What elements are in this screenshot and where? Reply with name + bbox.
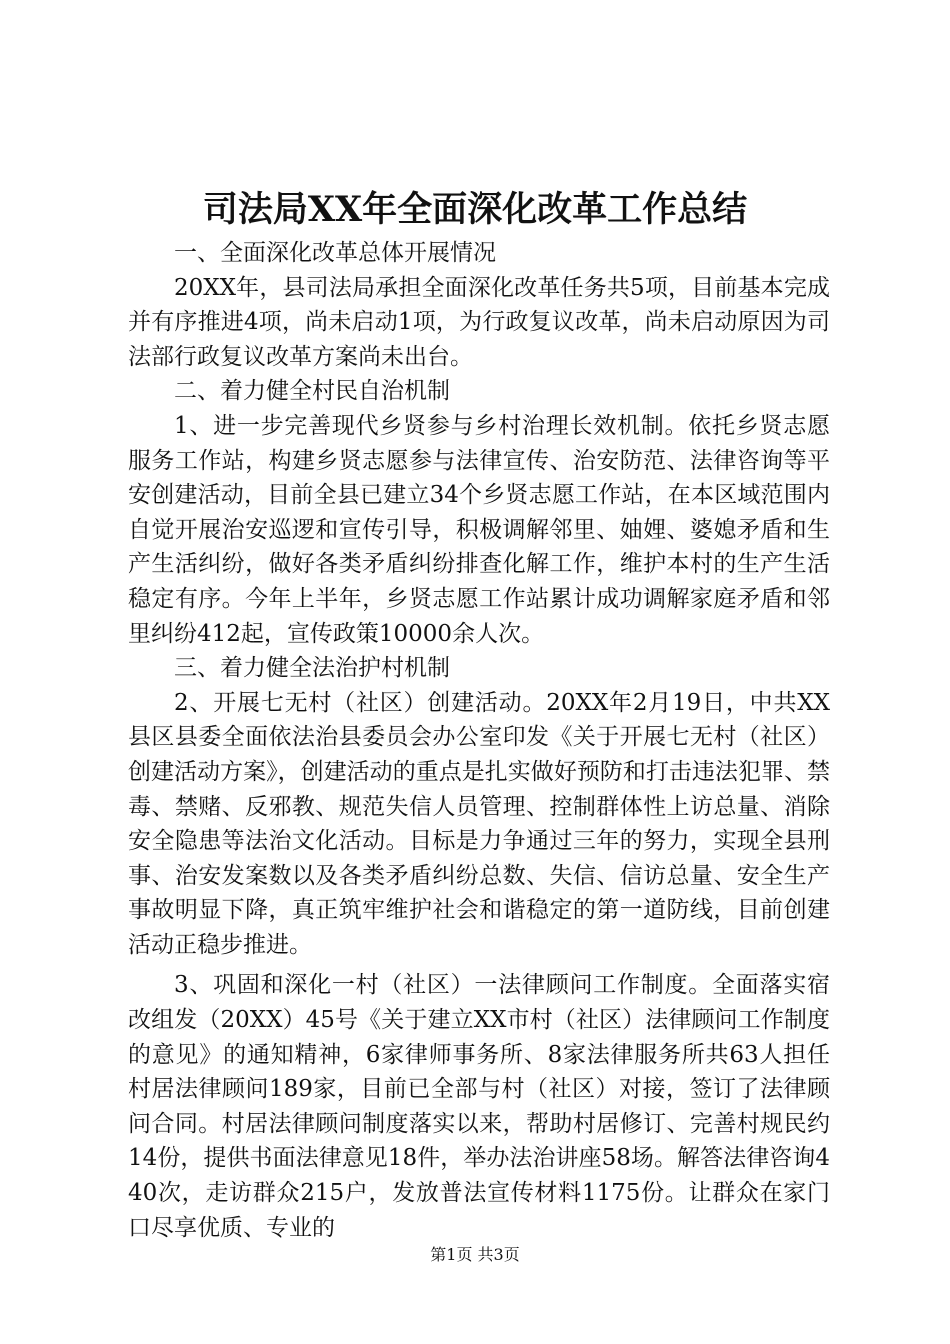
paragraph-3: 2、开展七无村（社区）创建活动。20XX年2月19日，中共XX县区县委全面依法治县委员会办公室印发《关于开展七无村（社区）创建活动方案》，创建活动的重点是扎实做好预防和打击违法犯罪、禁毒、禁赌、反邪教、规范失信人员管理、控制群体性上访总量、消除安全隐患等法治文化活动。目标是力争通过三年的努力，实现全县刑事、治安发案数以及各类矛盾纠纷总数、失信、信访总量、安全生产事故明显下降，真正筑牢维护社会和谐稳定的第一道防线，目前创建活动正稳步推进。 bbox=[128, 689, 830, 958]
paragraph-4: 3、巩固和深化一村（社区）一法律顾问工作制度。全面落实宿改组发（20XX）45号《关于建立XX市村（社区）法律顾问工作制度的意见》的通知精神，6家律师事务所、8家法律服务所共63人担任村居法律顾问189家，目前已全部与村（社区）对接，签订了法律顾问合同。村居法律顾问制度落实以来，帮助村居修订、完善村规民约14份，提供书面法律意见18件，举办法治讲座58场。解答法律咨询440次，走访群众215户，发放普法宣传材料1175份。让群众在家门口尽享优质、专业的 bbox=[128, 972, 830, 1241]
section-heading-2: 二、着力健全村民自治机制 bbox=[174, 378, 450, 405]
page-footer: 第1页 共3页 bbox=[430, 1245, 520, 1264]
document-body bbox=[128, 236, 830, 1245]
paragraph-2: 1、进一步完善现代乡贤参与乡村治理长效机制。依托乡贤志愿服务工作站，构建乡贤志愿参与法律宣传、治安防范、法律咨询等平安创建活动，目前全县已建立34个乡贤志愿工作站，在本区域范围内自觉开展治安巡逻和宣传引导，积极调解邻里、妯娌、婆媳矛盾和生产生活纠纷，做好各类矛盾纠纷排查化解工作，维护本村的生产生活稳定有序。今年上半年，乡贤志愿工作站累计成功调解家庭矛盾和邻里纠纷412起，宣传政策10000余人次。 bbox=[128, 412, 830, 647]
section-heading-1: 一、全面深化改革总体开展情况 bbox=[174, 240, 496, 266]
document-title: 司法局XX年全面深化改革工作总结 bbox=[202, 189, 748, 230]
section-heading-3: 三、着力健全法治护村机制 bbox=[174, 655, 450, 682]
paragraph-1: 20XX年，县司法局承担全面深化改革任务共5项，目前基本完成并有序推进4项，尚未启动1项，为行政复议改革，尚未启动原因为司法部行政复议改革方案尚未出台。 bbox=[128, 274, 830, 370]
